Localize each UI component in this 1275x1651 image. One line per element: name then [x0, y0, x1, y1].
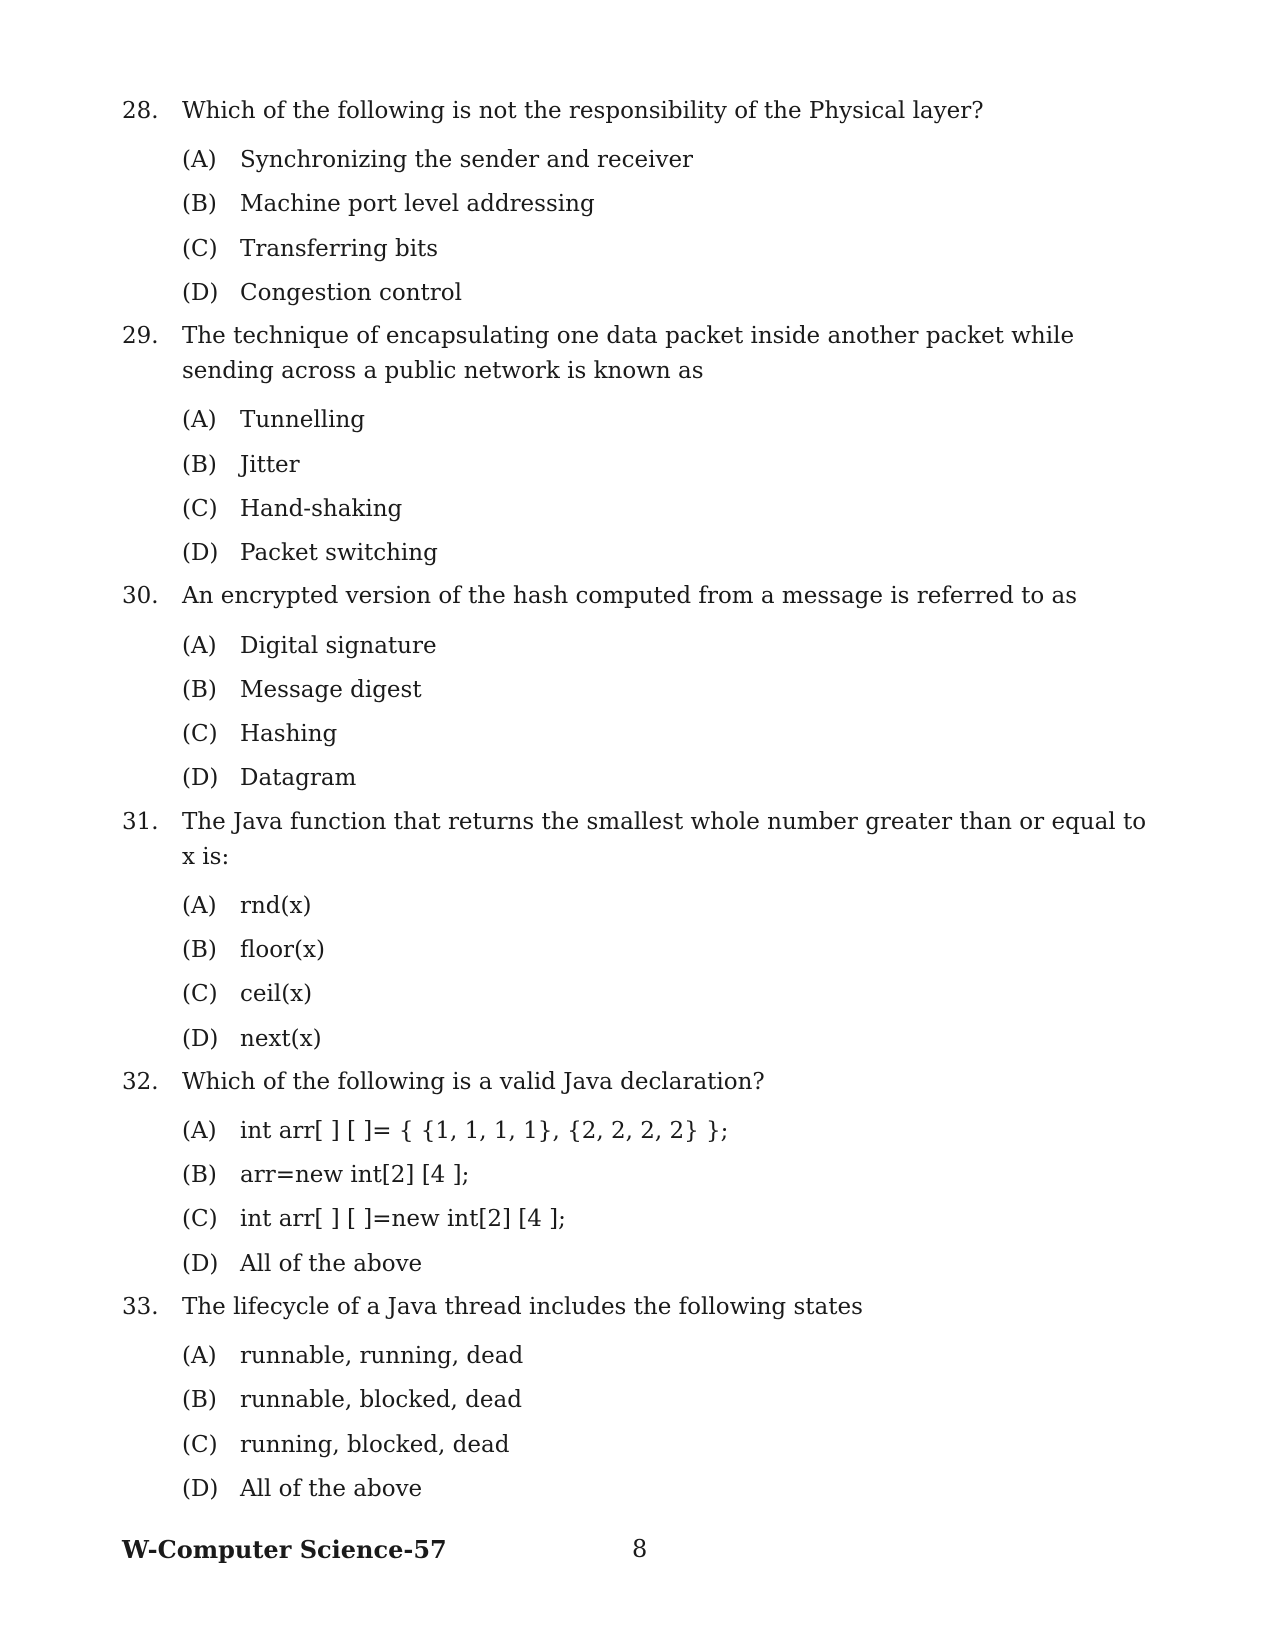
question-text: Which of the following is not the responsibility of the Physical layer?: [182, 98, 984, 124]
option-letter: (B): [182, 1387, 217, 1414]
option-text: Digital signature: [240, 632, 437, 659]
option-text: Hand-shaking: [240, 495, 403, 522]
option-text: arr=new int[2] [4 ];: [240, 1162, 470, 1189]
option-d: [182, 1467, 1162, 1511]
question-number: 31.: [122, 808, 159, 835]
option-d: [182, 271, 1162, 315]
option-d: [182, 1242, 1162, 1286]
option-letter: (C): [182, 981, 218, 1008]
option-letter: (A): [182, 892, 217, 919]
option-text: runnable, running, dead: [240, 1343, 524, 1370]
option-c: [182, 487, 1162, 531]
option-text: running, blocked, dead: [240, 1431, 510, 1458]
question-stem: [122, 575, 1162, 614]
question-32: [122, 1061, 1162, 1286]
exam-code-title: W-Computer Science-57: [122, 1535, 447, 1564]
option-letter: (C): [182, 721, 218, 748]
page-number: 8: [632, 1535, 648, 1563]
question-stem: [122, 1061, 1162, 1100]
option-letter: (C): [182, 1206, 218, 1233]
question-number: 29.: [122, 323, 159, 350]
option-letter: (C): [182, 495, 218, 522]
option-letter: (B): [182, 1162, 217, 1189]
question-29: [122, 315, 1162, 575]
option-letter: (C): [182, 235, 218, 262]
question-33: [122, 1286, 1162, 1511]
option-c: [182, 712, 1162, 756]
question-text: The lifecycle of a Java thread includes the following states: [182, 1293, 863, 1320]
option-text: Hashing: [240, 721, 338, 748]
option-letter: (B): [182, 937, 217, 963]
option-c: [182, 972, 1162, 1016]
option-list: [182, 1109, 1162, 1286]
question-text: The technique of encapsulating one data packet inside another packet while sending across a public network is known as: [182, 323, 1075, 385]
option-text: runnable, blocked, dead: [240, 1387, 522, 1414]
option-letter: (D): [182, 1250, 219, 1277]
question-number: 32.: [122, 1068, 159, 1095]
option-letter: (B): [182, 191, 217, 218]
option-text: int arr[ ] [ ]=new int[2] [4 ];: [240, 1206, 566, 1233]
option-list: [182, 398, 1162, 575]
question-stem: [122, 1286, 1162, 1325]
option-a: [182, 1109, 1162, 1153]
option-a: [182, 138, 1162, 182]
question-text: Which of the following is a valid Java declaration?: [182, 1068, 765, 1095]
question-31: [122, 801, 1162, 1061]
option-text: floor(x): [240, 937, 325, 963]
option-letter: (A): [182, 407, 217, 434]
option-text: Jitter: [240, 451, 300, 478]
option-text: rnd(x): [240, 892, 312, 919]
option-d: [182, 756, 1162, 800]
option-a: [182, 623, 1162, 667]
option-text: Transferring bits: [240, 235, 439, 262]
option-b: [182, 668, 1162, 712]
question-number: 28.: [122, 98, 159, 124]
question-list: [122, 94, 1162, 1511]
option-text: Machine port level addressing: [240, 191, 595, 218]
page-footer: [122, 1535, 1162, 1575]
question-30: [122, 575, 1162, 800]
question-text: The Java function that returns the smallest whole number greater than or equal to x is:: [182, 808, 1147, 870]
option-text: int arr[ ] [ ]= { {1, 1, 1, 1}, {2, 2, 2, 2} };: [240, 1117, 729, 1144]
option-letter: (D): [182, 765, 219, 792]
option-text: Congestion control: [240, 280, 462, 307]
question-number: 30.: [122, 583, 159, 610]
option-list: [182, 884, 1162, 1061]
option-text: Message digest: [240, 676, 422, 703]
option-b: [182, 1153, 1162, 1197]
option-text: All of the above: [240, 1475, 423, 1502]
option-letter: (A): [182, 147, 217, 174]
option-b: [182, 1378, 1162, 1422]
question-stem: [122, 801, 1162, 875]
question-stem: [122, 315, 1162, 389]
option-letter: (A): [182, 1343, 217, 1370]
option-letter: (C): [182, 1431, 218, 1458]
option-text: next(x): [240, 1025, 322, 1052]
option-c: [182, 1423, 1162, 1467]
option-text: Tunnelling: [240, 407, 365, 434]
option-b: [182, 442, 1162, 486]
option-text: Datagram: [240, 765, 357, 792]
option-list: [182, 1334, 1162, 1511]
option-list: [182, 138, 1162, 315]
option-d: [182, 1016, 1162, 1060]
option-letter: (B): [182, 451, 217, 478]
option-d: [182, 531, 1162, 575]
option-a: [182, 1334, 1162, 1378]
option-text: Synchronizing the sender and receiver: [240, 147, 694, 174]
option-letter: (A): [182, 1117, 217, 1144]
option-text: Packet switching: [240, 540, 438, 567]
option-c: [182, 1197, 1162, 1241]
option-letter: (D): [182, 1475, 219, 1502]
option-list: [182, 623, 1162, 800]
option-letter: (D): [182, 1025, 219, 1052]
option-letter: (B): [182, 676, 217, 703]
question-stem: [122, 94, 1162, 129]
option-letter: (A): [182, 632, 217, 659]
option-letter: (D): [182, 280, 219, 307]
option-b: [182, 182, 1162, 226]
option-letter: (D): [182, 540, 219, 567]
question-number: 33.: [122, 1293, 159, 1320]
option-text: ceil(x): [240, 981, 313, 1008]
question-28: [122, 94, 1162, 315]
option-a: [182, 884, 1162, 928]
option-a: [182, 398, 1162, 442]
option-text: All of the above: [240, 1250, 423, 1277]
option-b: [182, 928, 1162, 972]
option-c: [182, 227, 1162, 271]
question-text: An encrypted version of the hash computed from a message is referred to as: [182, 583, 1078, 610]
